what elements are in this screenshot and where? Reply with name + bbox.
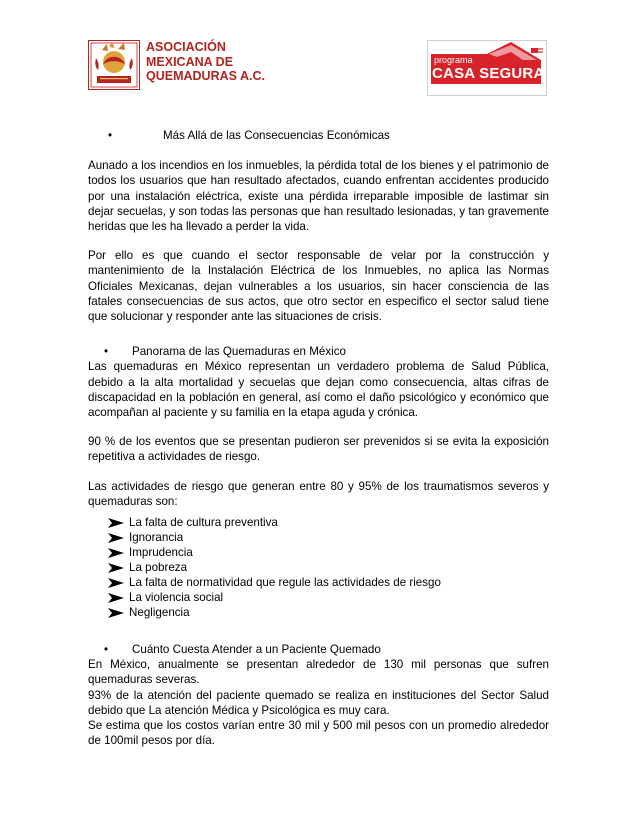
section-2-paragraph-3: Las actividades de riesgo que generan entre 80 y 95% de los traumatismos severos y quemaduras son: — [88, 479, 549, 508]
section-1-paragraph-1: Aunado a los incendios en los inmuebles, la pérdida total de los bienes y el patrimonio de todos los usuarios que han resultado afectados, cuando enfrentan accidentes producido por una instalación eléctrica, existe una pérdida irreparable imposible de lastimar sin dejar secuelas, y son todas las personas que han resultado lesionadas, y tan gravemente heridas que les ha llevado a perder la vida. — [88, 159, 549, 234]
section-3-paragraph-2: 93% de la atención del paciente quemado se realiza en instituciones del Sector Salud debido que La atención Médica y Psicológica es muy cara. — [88, 688, 549, 717]
bullet-icon: • — [104, 643, 109, 657]
list-item-text: La falta de cultura preventiva — [129, 515, 278, 529]
section-3-paragraph-1: En México, anualmente se presentan alrededor de 130 mil personas que sufren quemaduras severas. — [88, 658, 549, 687]
list-item-text: Ignorancia — [129, 530, 184, 544]
section-2-paragraph-1: Las quemaduras en México representan un verdadero problema de Salud Pública, debido a la alta mortalidad y secuelas que dejan como consecuencia, altas cifras de discapacidad en la población en general, así como el daño psicológico y económico que acompañan al paciente y su familia en la etapa aguda y crónica. — [88, 360, 549, 420]
section-3-title: Cuánto Cuesta Atender a un Paciente Quemado — [132, 643, 381, 657]
section-1-heading — [88, 128, 549, 143]
arrow-bullet-icon — [108, 563, 124, 573]
risk-activities-list — [88, 515, 549, 620]
amq-logo-text — [146, 40, 265, 84]
list-item — [88, 590, 549, 605]
arrow-bullet-icon — [108, 593, 124, 603]
section-2-paragraph-2: 90 % de los eventos que se presentan pudieron ser prevenidos si se evita la exposición repetitiva a actividades de riesgo. — [88, 435, 549, 464]
amq-logo-line-2: MEXICANA DE — [146, 54, 234, 69]
amq-logo-icon — [88, 40, 140, 90]
list-item-text: La falta de normatividad que regule las actividades de riesgo — [129, 575, 441, 589]
bullet-icon: • — [104, 345, 109, 359]
casa-segura-logo — [427, 40, 547, 96]
list-item — [88, 575, 549, 590]
arrow-bullet-icon — [108, 578, 124, 588]
list-item — [88, 530, 549, 545]
section-1-title: Más Allá de las Consecuencias Económicas — [163, 129, 390, 142]
list-item-text: La pobreza — [129, 560, 188, 574]
section-1-paragraph-2: Por ello es que cuando el sector responsable de velar por la construcción y mantenimiento de la Instalación Eléctrica de los Inmuebles, no aplica las Normas Oficiales Mexicanas, dejan vulnerables a los usuarios, sin hacer consciencia de las fatales consecuencias de sus actos, que otro sector en especifico el sector salud tiene que solucionar y responder ante las situaciones de crisis. — [88, 249, 549, 324]
list-item-text: La violencia social — [129, 590, 224, 604]
section-3-paragraph-3: Se estima que los costos varían entre 30 mil y 500 mil pesos con un promedio alrededor de 100mil pesos por día. — [88, 719, 549, 748]
page-header — [0, 0, 638, 110]
list-item — [88, 560, 549, 575]
list-item — [88, 545, 549, 560]
arrow-bullet-icon — [108, 548, 124, 558]
list-item-text: Negligencia — [129, 605, 190, 619]
bullet-icon: • — [108, 129, 113, 142]
arrow-bullet-icon — [108, 533, 124, 543]
amq-logo-line-3: QUEMADURAS A.C. — [146, 69, 265, 83]
list-item — [88, 605, 549, 620]
list-item-text: Imprudencia — [129, 545, 193, 559]
document-body — [88, 128, 549, 748]
casa-segura-small-text: programa — [434, 55, 473, 65]
list-item — [88, 515, 549, 530]
section-2-heading — [88, 344, 549, 359]
section-2-title: Panorama de las Quemaduras en México — [132, 345, 346, 359]
section-3-heading — [88, 642, 549, 657]
arrow-bullet-icon — [108, 518, 124, 528]
casa-segura-big-text: CASA SEGURA — [432, 65, 545, 82]
amq-logo-line-1: ASOCIACIÓN — [146, 40, 226, 54]
arrow-bullet-icon — [108, 608, 124, 618]
